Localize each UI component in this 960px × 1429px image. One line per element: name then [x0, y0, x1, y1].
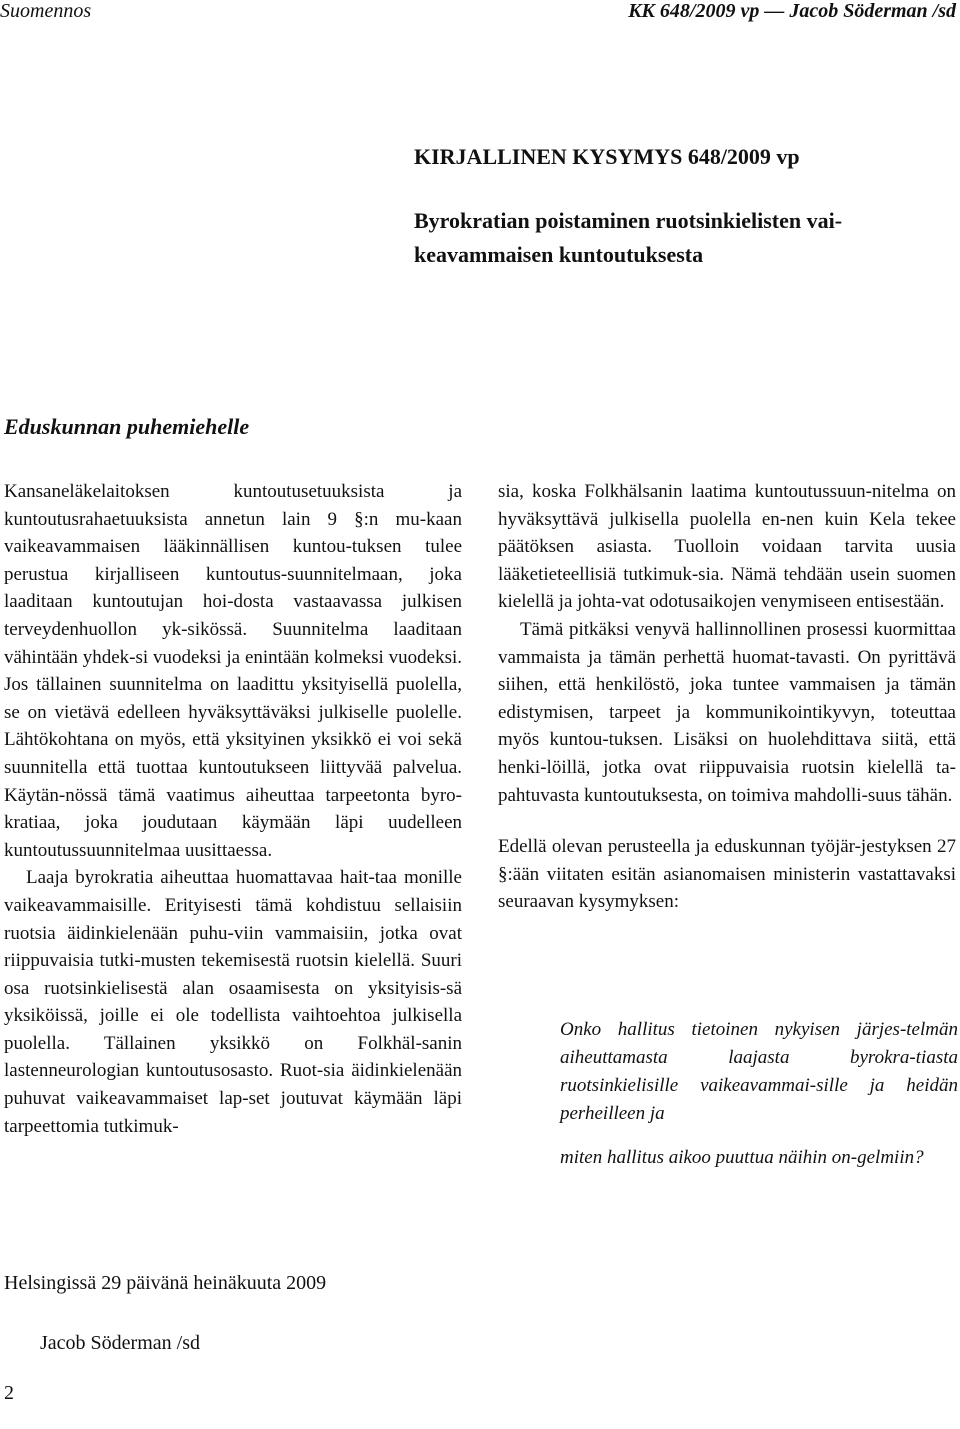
body-paragraph: Tämä pitkäksi venyvä hallinnollinen prosessi kuormittaa vammaista ja tämän perhettä huomat-tavasti. On pyrittävä siihen, että henkilöstö, joka tuntee vammaisen ja tämän edistymisen, tarpeet ja kommunikointikyvyn, toteuttaa myös kuntou-tuksen. Lisäksi on huolehdittava siitä, että henki-löillä, jotka ovat riippuvaisia ruotsin kielellä ta-pahtuvasta kuntoutuksesta, on toimiva mahdolli-suus tähän.: [498, 618, 956, 806]
body-column-right: [498, 478, 956, 916]
document-subtitle: Byrokratian poistaminen ruotsinkielisten vai-keavammaisen kuntoutuksesta: [414, 208, 843, 267]
addressee-heading: Eduskunnan puhemiehelle: [4, 414, 250, 439]
signer-name: Jacob Söderman /sd: [40, 1332, 200, 1354]
body-paragraph: Laaja byrokratia aiheuttaa huomattavaa hait-taa monille vaikeavammaisille. Erityisesti tämä kohdistuu sellaisiin ruotsia äidinkielenään puhu-viin vammaisiin, jotka ovat riippuvaisia tutki-musten tekemisestä ruotsin kielellä. Suuri osa ruotsinkielisestä alan osaamisesta on yksityisis-sä yksiköissä, joille ei ole todellista vaihtoehtoa julkisella puolella. Tällainen yksikkö on Folkhäl-sanin lastenneurologian kuntoutusosasto. Ruot-sia äidinkielenään puhuvat vaikeavammaiset lap-set joutuvat käymään läpi tarpeettomia tutkimuk-: [4, 867, 462, 1137]
header-section-label: Suomennos: [0, 0, 92, 22]
document-title: KIRJALLINEN KYSYMYS 648/2009 vp: [414, 144, 800, 169]
question-part-1: Onko hallitus tietoinen nykyisen järjes-telmän aiheuttamasta laajasta byrokra-tiasta ruotsinkielisille vaikeavammai-sille ja heidän perheilleen ja: [560, 1019, 958, 1124]
question-part-2: miten hallitus aikoo puuttua näihin on-gelmiin?: [560, 1147, 924, 1168]
header-reference: KK 648/2009 vp — Jacob Söderman /sd: [628, 0, 956, 22]
place-date: Helsingissä 29 päivänä heinäkuuta 2009: [4, 1272, 327, 1294]
question-block: [560, 1016, 958, 1172]
body-paragraph: sia, koska Folkhälsanin laatima kuntoutussuun-nitelma on hyväksyttävä julkisella puolella en-nen kuin Kela tekee päätöksen asiasta. Tuolloin voidaan tarvita uusia lääketieteellisiä tutkimuk-sia. Nämä tehdään usein suomen kielellä ja johta-vat odotusaikojen venymiseen entisestään.: [498, 481, 956, 613]
body-paragraph: Edellä olevan perusteella ja eduskunnan työjär-jestyksen 27 §:ään viitaten esitän asianomaisen ministerin vastattavaksi seuraavan kysymyksen:: [498, 836, 956, 913]
body-column-left: [4, 478, 462, 1140]
page-number: 2: [4, 1382, 14, 1404]
body-paragraph: Kansaneläkelaitoksen kuntoutusetuuksista ja kuntoutusrahaetuuksista annetun lain 9 §:n mu-kaan vaikeavammaisen lääkinnällisen kuntou-tuksen tulee perustua kirjalliseen kuntoutus-suunnitelmaan, joka laaditaan kuntoutujan hoi-dosta vastaavassa julkisen terveydenhuollon yk-sikössä. Suunnitelma laaditaan vähintään yhdek-si vuodeksi ja enintään kolmeksi vuodeksi. Jos tällainen suunnitelma on laadittu yksityisellä puolella, se on vietävä edelleen hyväksyttäväksi julkiselle puolelle. Lähtökohtana on myös, että yksityinen yksikkö ei voi sekä suunnitella että tuottaa kuntoutukseen liittyvää palvelua. Käytän-nössä tämä vaatimus aiheuttaa tarpeetonta byro-kratiaa, joka joudutaan käymään läpi uudelleen kuntoutussuunnitelmaa uusittaessa.: [4, 481, 462, 861]
